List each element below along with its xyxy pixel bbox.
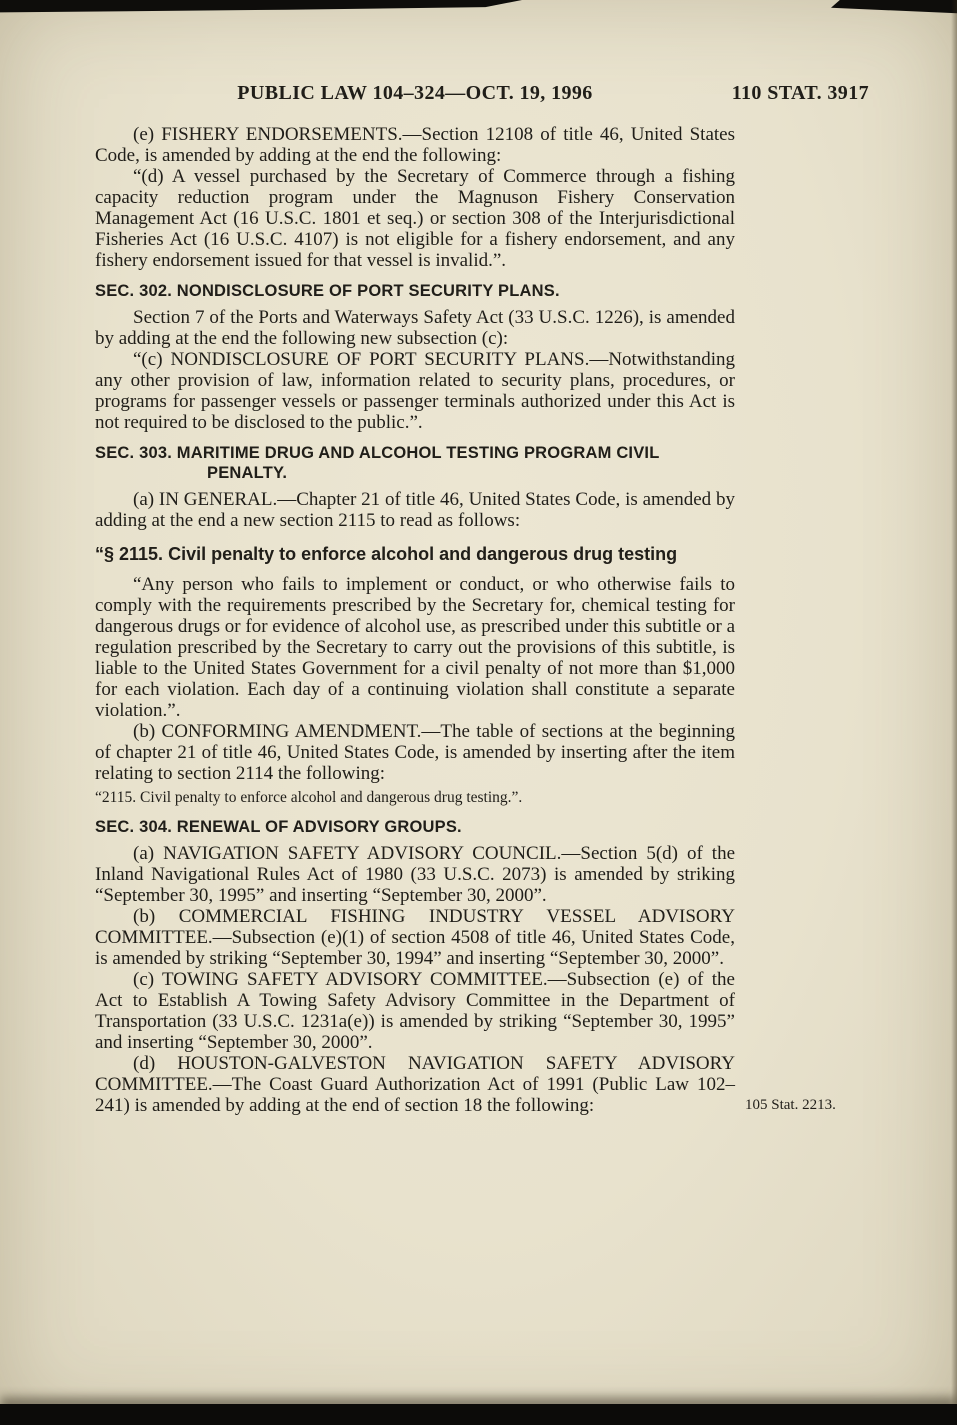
para-houston-galveston-committee: (d) HOUSTON-GALVESTON NAVIGATION SAFETY ADVISORY COMMITTEE.—The Coast Guard Authorization Act of 1991 (Public Law 102–241) is amended by adding at the end of section 18 the following: [95, 1053, 735, 1116]
running-head-law-title: PUBLIC LAW 104–324—OCT. 19, 1996 [237, 82, 593, 104]
sec-302-heading: SEC. 302. NONDISCLOSURE OF PORT SECURITY PLANS. [95, 282, 560, 300]
para-quoted-vessel-purchase: “(d) A vessel purchased by the Secretary of Commerce through a fishing capacity reduction program under the Magnuson Fishery Conservation Management Act (16 U.S.C. 1801 et seq.) or section 308 of the Interjurisdictional Fisheries Act (16 U.S.C. 4107) is not eligible for a fishery endorsement, and any fishery endorsement issued for that vessel is invalid.”. [95, 166, 735, 271]
body-text-column [95, 124, 836, 1116]
para-quoted-any-person: “Any person who fails to implement or conduct, or who otherwise fails to comply with the requirements prescribed by the Secretary for, chemical testing for dangerous drugs or for evidence of alcohol use, as prescribed under this subtitle or a regulation prescribed by the Secretary to carry out the provisions of this subtitle, is liable to the United States Government for a civil penalty of not more than $1,000 for each violation. Each day of a continuing violation shall constitute a separate violation.”. [95, 574, 735, 721]
running-head-stat-number: 110 STAT. 3917 [731, 82, 869, 104]
para-navigation-safety-council: (a) NAVIGATION SAFETY ADVISORY COUNCIL.—Section 5(d) of the Inland Navigational Rules Act of 1980 (33 U.S.C. 2073) is amended by striking “September 30, 1995” and inserting “September 30, 2000”. [95, 843, 735, 906]
sec-303-heading: SEC. 303. MARITIME DRUG AND ALCOHOL TESTING PROGRAM CIVIL PENALTY. [95, 444, 660, 482]
para-ports-waterways-act: Section 7 of the Ports and Waterways Safety Act (33 U.S.C. 1226), is amended by adding at the end the following new subsection (c): [95, 307, 735, 349]
scan-artifact-right-edge [951, 0, 957, 1425]
scan-artifact-top-right [831, 0, 957, 14]
margin-note-105-stat-2213: 105 Stat. 2213. [745, 1097, 836, 1113]
scan-artifact-bottom-bar [0, 1404, 957, 1425]
scan-artifact-top-left [0, 0, 522, 13]
sec-304-heading: SEC. 304. RENEWAL OF ADVISORY GROUPS. [95, 818, 462, 836]
para-quoted-nondisclosure: “(c) NONDISCLOSURE OF PORT SECURITY PLANS.—Notwithstanding any other provision of law, information related to security plans, procedures, or programs for passenger vessels or passenger terminals authorized under this Act is not required to be disclosed to the public.”. [95, 349, 735, 433]
section-2115-catchline: “§ 2115. Civil penalty to enforce alcohol and dangerous drug testing [95, 544, 678, 564]
para-conforming-amendment: (b) CONFORMING AMENDMENT.—The table of sections at the beginning of chapter 21 of title 46, United States Code, is amended by inserting after the item relating to section 2114 the following: [95, 721, 735, 784]
para-fishery-endorsements: (e) FISHERY ENDORSEMENTS.—Section 12108 of title 46, United States Code, is amended by adding at the end the following: [95, 124, 735, 166]
para-towing-safety-committee: (c) TOWING SAFETY ADVISORY COMMITTEE.—Subsection (e) of the Act to Establish A Towing Safety Advisory Committee in the Department of Transportation (33 U.S.C. 1231a(e)) is amended by striking “September 30, 1995” and inserting “September 30, 2000”. [95, 969, 735, 1053]
para-commercial-fishing-committee: (b) COMMERCIAL FISHING INDUSTRY VESSEL ADVISORY COMMITTEE.—Subsection (e)(1) of section 4508 of title 46, United States Code, is amended by striking “September 30, 1994” and inserting “September 30, 2000”. [95, 906, 735, 969]
para-in-general: (a) IN GENERAL.—Chapter 21 of title 46, United States Code, is amended by adding at the end a new section 2115 to read as follows: [95, 489, 735, 531]
table-of-sections-entry: “2115. Civil penalty to enforce alcohol and dangerous drug testing.”. [95, 789, 523, 806]
para-houston-galveston-wrap [95, 1053, 836, 1116]
